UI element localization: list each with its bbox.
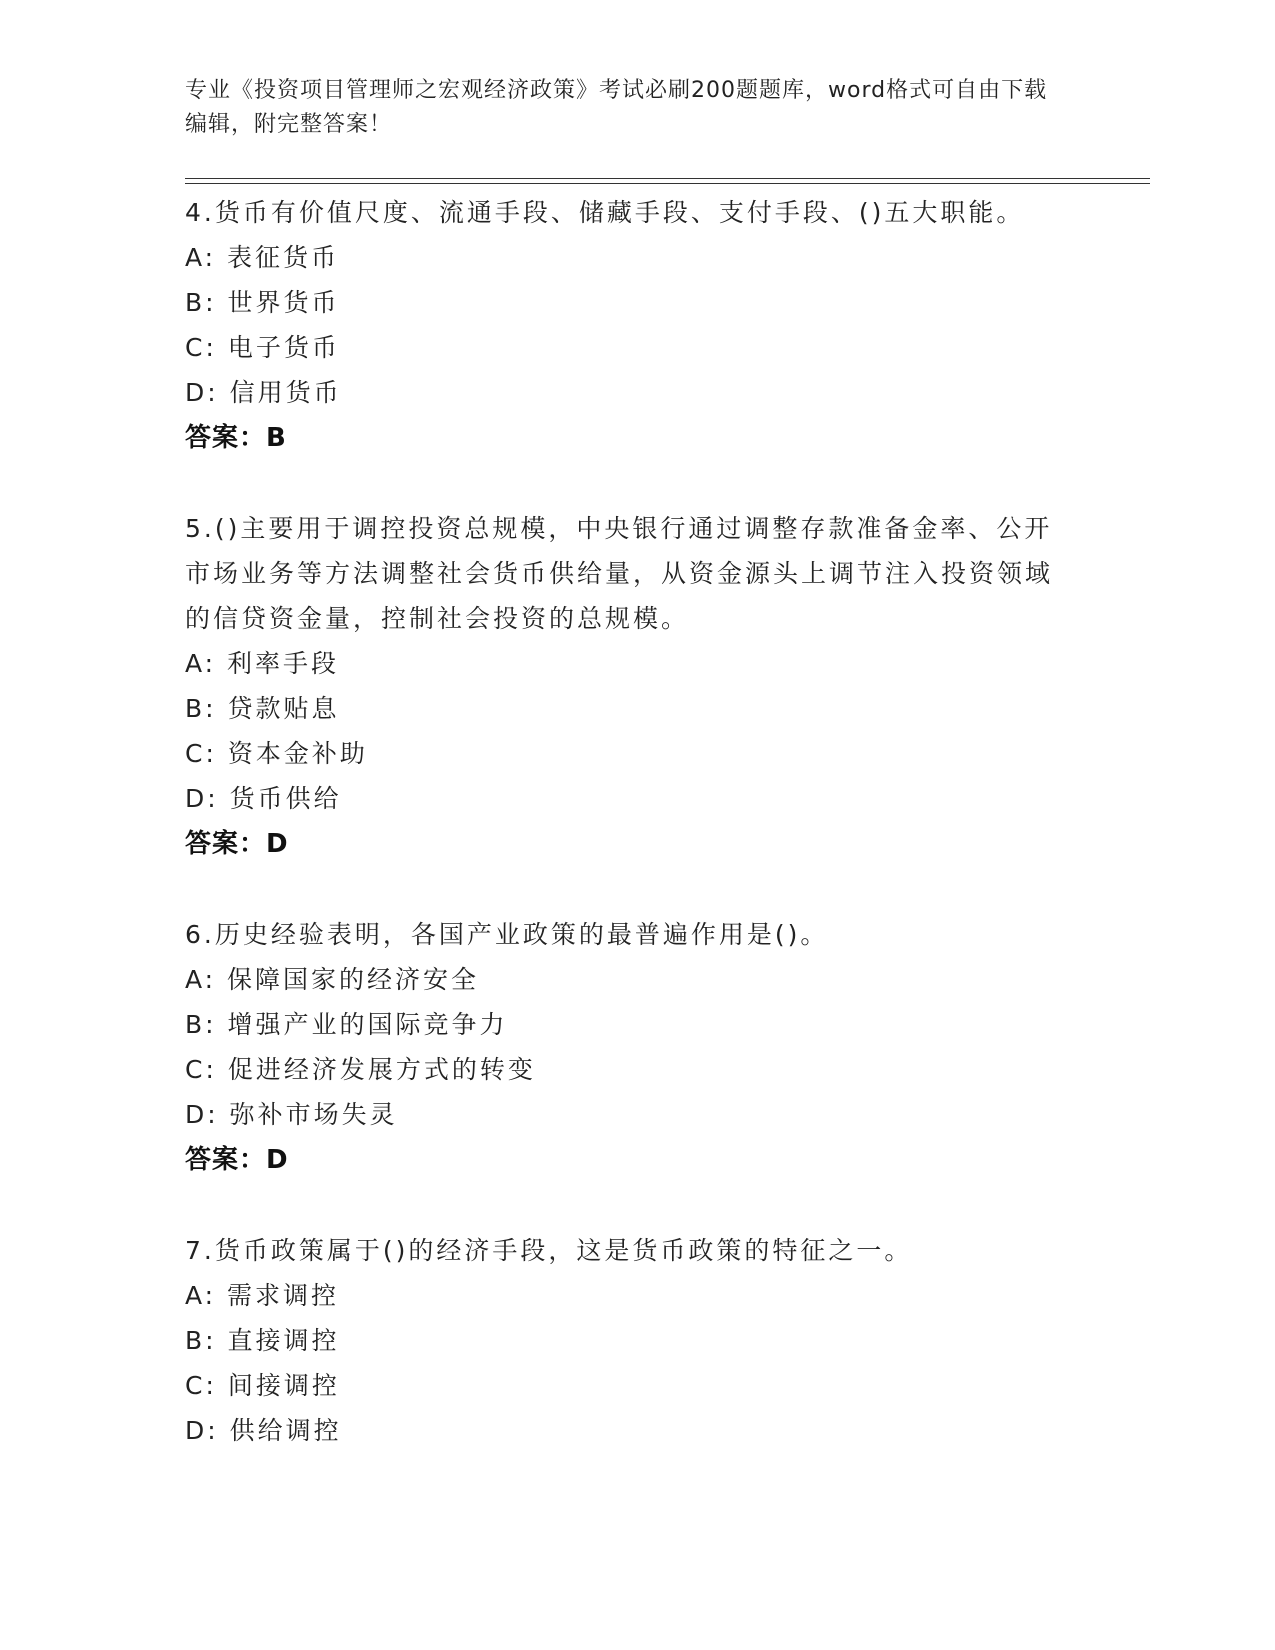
answer-label: 答案：B xyxy=(185,423,287,453)
option-a: A: 表征货币 xyxy=(185,243,340,272)
option-d: D: 货币供给 xyxy=(185,784,342,813)
question-stem: 6.历史经验表明，各国产业政策的最普遍作用是()。 xyxy=(185,920,829,949)
question-stem: 7.货币政策属于()的经济手段，这是货币政策的特征之一。 xyxy=(185,1236,913,1265)
question-5 xyxy=(185,506,1065,867)
option-a: A: 保障国家的经济安全 xyxy=(185,965,480,994)
option-c: C: 促进经济发展方式的转变 xyxy=(185,1055,536,1084)
question-7 xyxy=(185,1228,1065,1453)
question-stem: 5.()主要用于调控投资总规模，中央银行通过调整存款准备金率、公开市场业务等方法调整社会货币供给量，从资金源头上调节注入投资领域的信贷资金量，控制社会投资的总规模。 xyxy=(185,514,1054,633)
document-header: 专业《投资项目管理师之宏观经济政策》考试必刷200题题库，word格式可自由下载编辑，附完整答案！ xyxy=(185,78,1048,137)
option-d: D: 信用货币 xyxy=(185,378,342,407)
question-stem: 4.货币有价值尺度、流通手段、储藏手段、支付手段、()五大职能。 xyxy=(185,198,1025,227)
option-c: C: 间接调控 xyxy=(185,1371,340,1400)
question-6 xyxy=(185,912,1065,1183)
option-d: D: 供给调控 xyxy=(185,1416,342,1445)
question-spacer xyxy=(185,867,1065,912)
option-b: B: 贷款贴息 xyxy=(185,694,340,723)
option-b: B: 世界货币 xyxy=(185,288,340,317)
option-a: A: 利率手段 xyxy=(185,649,340,678)
question-spacer xyxy=(185,1183,1065,1228)
question-4 xyxy=(185,190,1065,461)
option-d: D: 弥补市场失灵 xyxy=(185,1100,398,1129)
header-divider-top xyxy=(185,178,1150,179)
option-a: A: 需求调控 xyxy=(185,1281,340,1310)
option-c: C: 资本金补助 xyxy=(185,739,368,768)
answer-label: 答案：D xyxy=(185,1145,289,1175)
option-c: C: 电子货币 xyxy=(185,333,340,362)
question-spacer xyxy=(185,461,1065,506)
question-list xyxy=(185,190,1065,1453)
option-b: B: 增强产业的国际竞争力 xyxy=(185,1010,508,1039)
option-b: B: 直接调控 xyxy=(185,1326,340,1355)
answer-label: 答案：D xyxy=(185,829,289,859)
header-divider-bottom xyxy=(185,183,1150,184)
